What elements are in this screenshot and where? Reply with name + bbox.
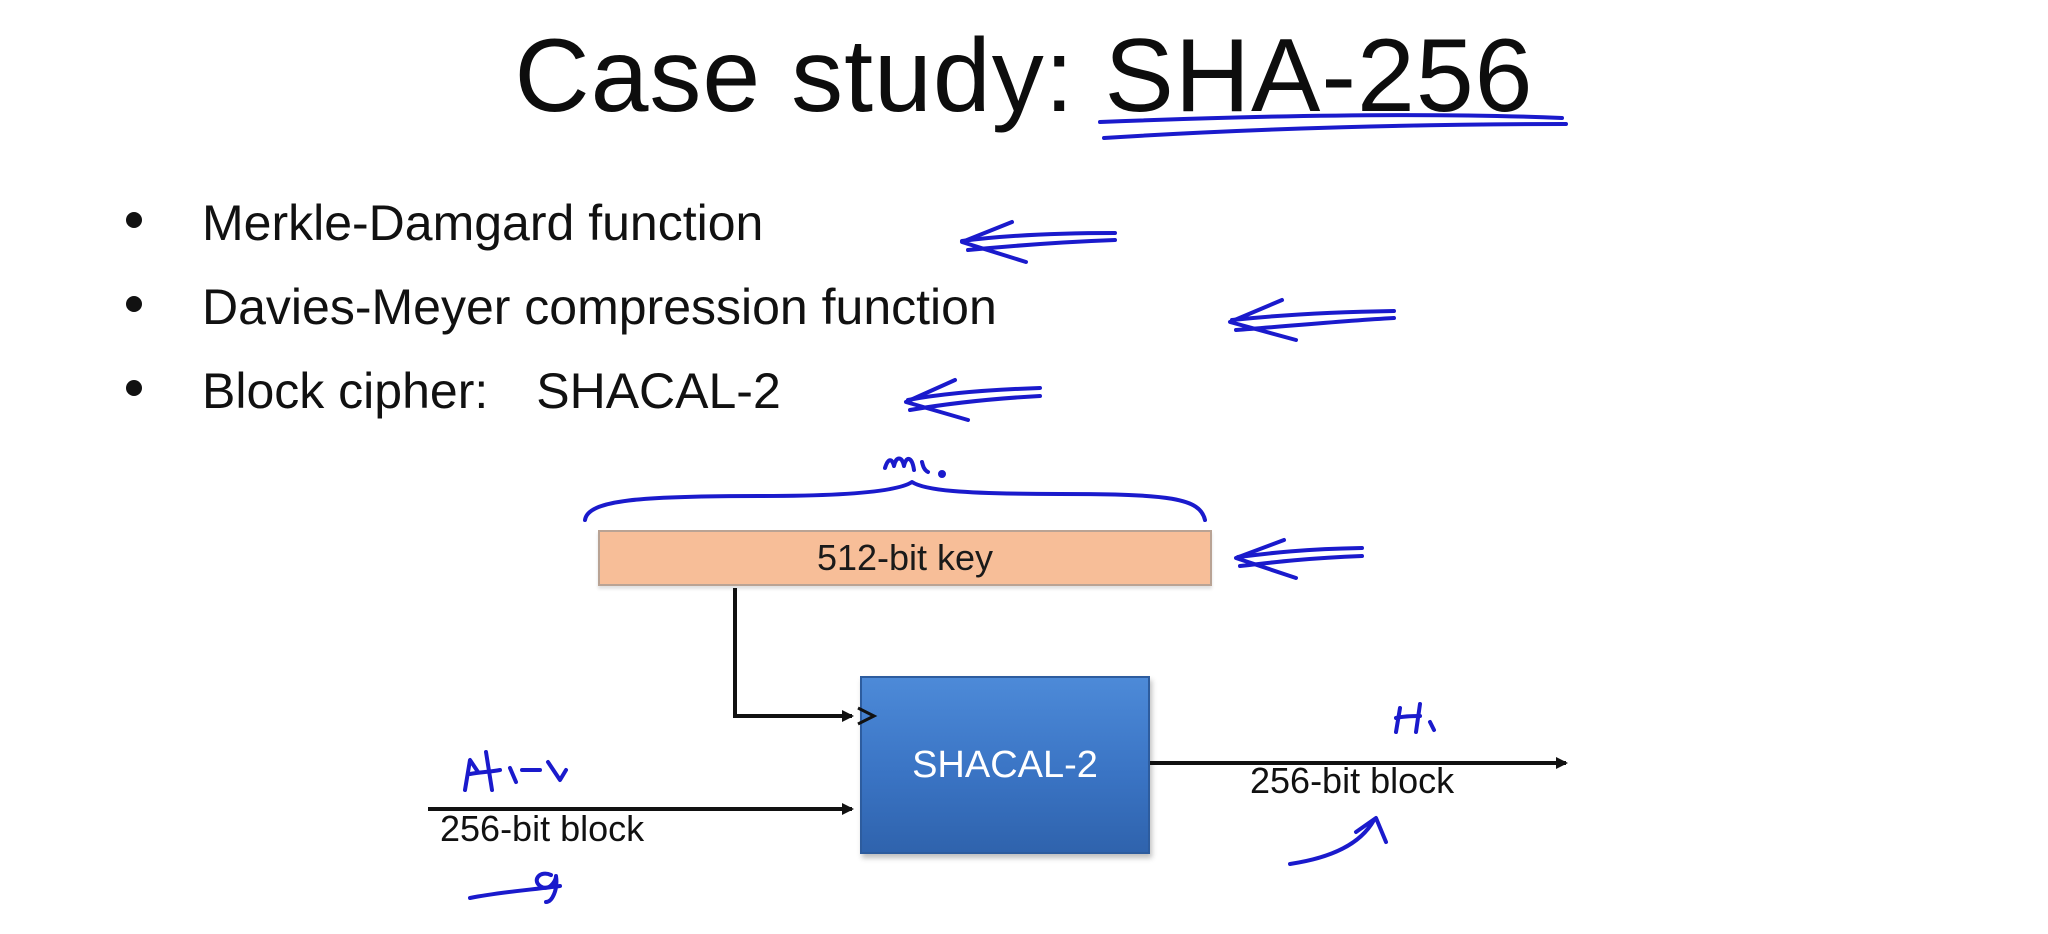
bullet-text-cipher: SHACAL-2 (536, 363, 781, 419)
bullet-text: Block cipher: (202, 363, 489, 419)
title-underline-2-icon (1104, 124, 1566, 138)
mi-annotation-icon (885, 459, 944, 477)
cipher-label: SHACAL-2 (912, 743, 1098, 786)
g-annotation-icon (470, 874, 560, 902)
bullet-text: Merkle-Damgard function (202, 195, 764, 251)
bullet-arrow-2-icon (1230, 300, 1394, 340)
title-underline-icon (1100, 115, 1562, 122)
key-label: 512-bit key (816, 537, 994, 578)
output-pointer-arrow-icon (1290, 818, 1386, 864)
key-input-chevron-icon (858, 708, 874, 724)
h-i-minus-1-annotation-icon (465, 752, 566, 790)
key-to-cipher-arrow (735, 588, 852, 716)
bullet-arrow-1-icon (962, 222, 1115, 262)
output-block-label: 256-bit block (1250, 760, 1455, 801)
key-arrow-icon (1236, 540, 1362, 578)
input-block-label: 256-bit block (440, 808, 645, 849)
slide-title: Case study: SHA-256 (514, 18, 1534, 134)
bullet-arrow-3-icon (906, 380, 1040, 420)
bullet-text: Davies-Meyer compression function (202, 279, 997, 335)
connector-lines (428, 588, 1566, 809)
key-brace-icon (585, 482, 1205, 520)
h-i-annotation-icon (1396, 704, 1434, 732)
